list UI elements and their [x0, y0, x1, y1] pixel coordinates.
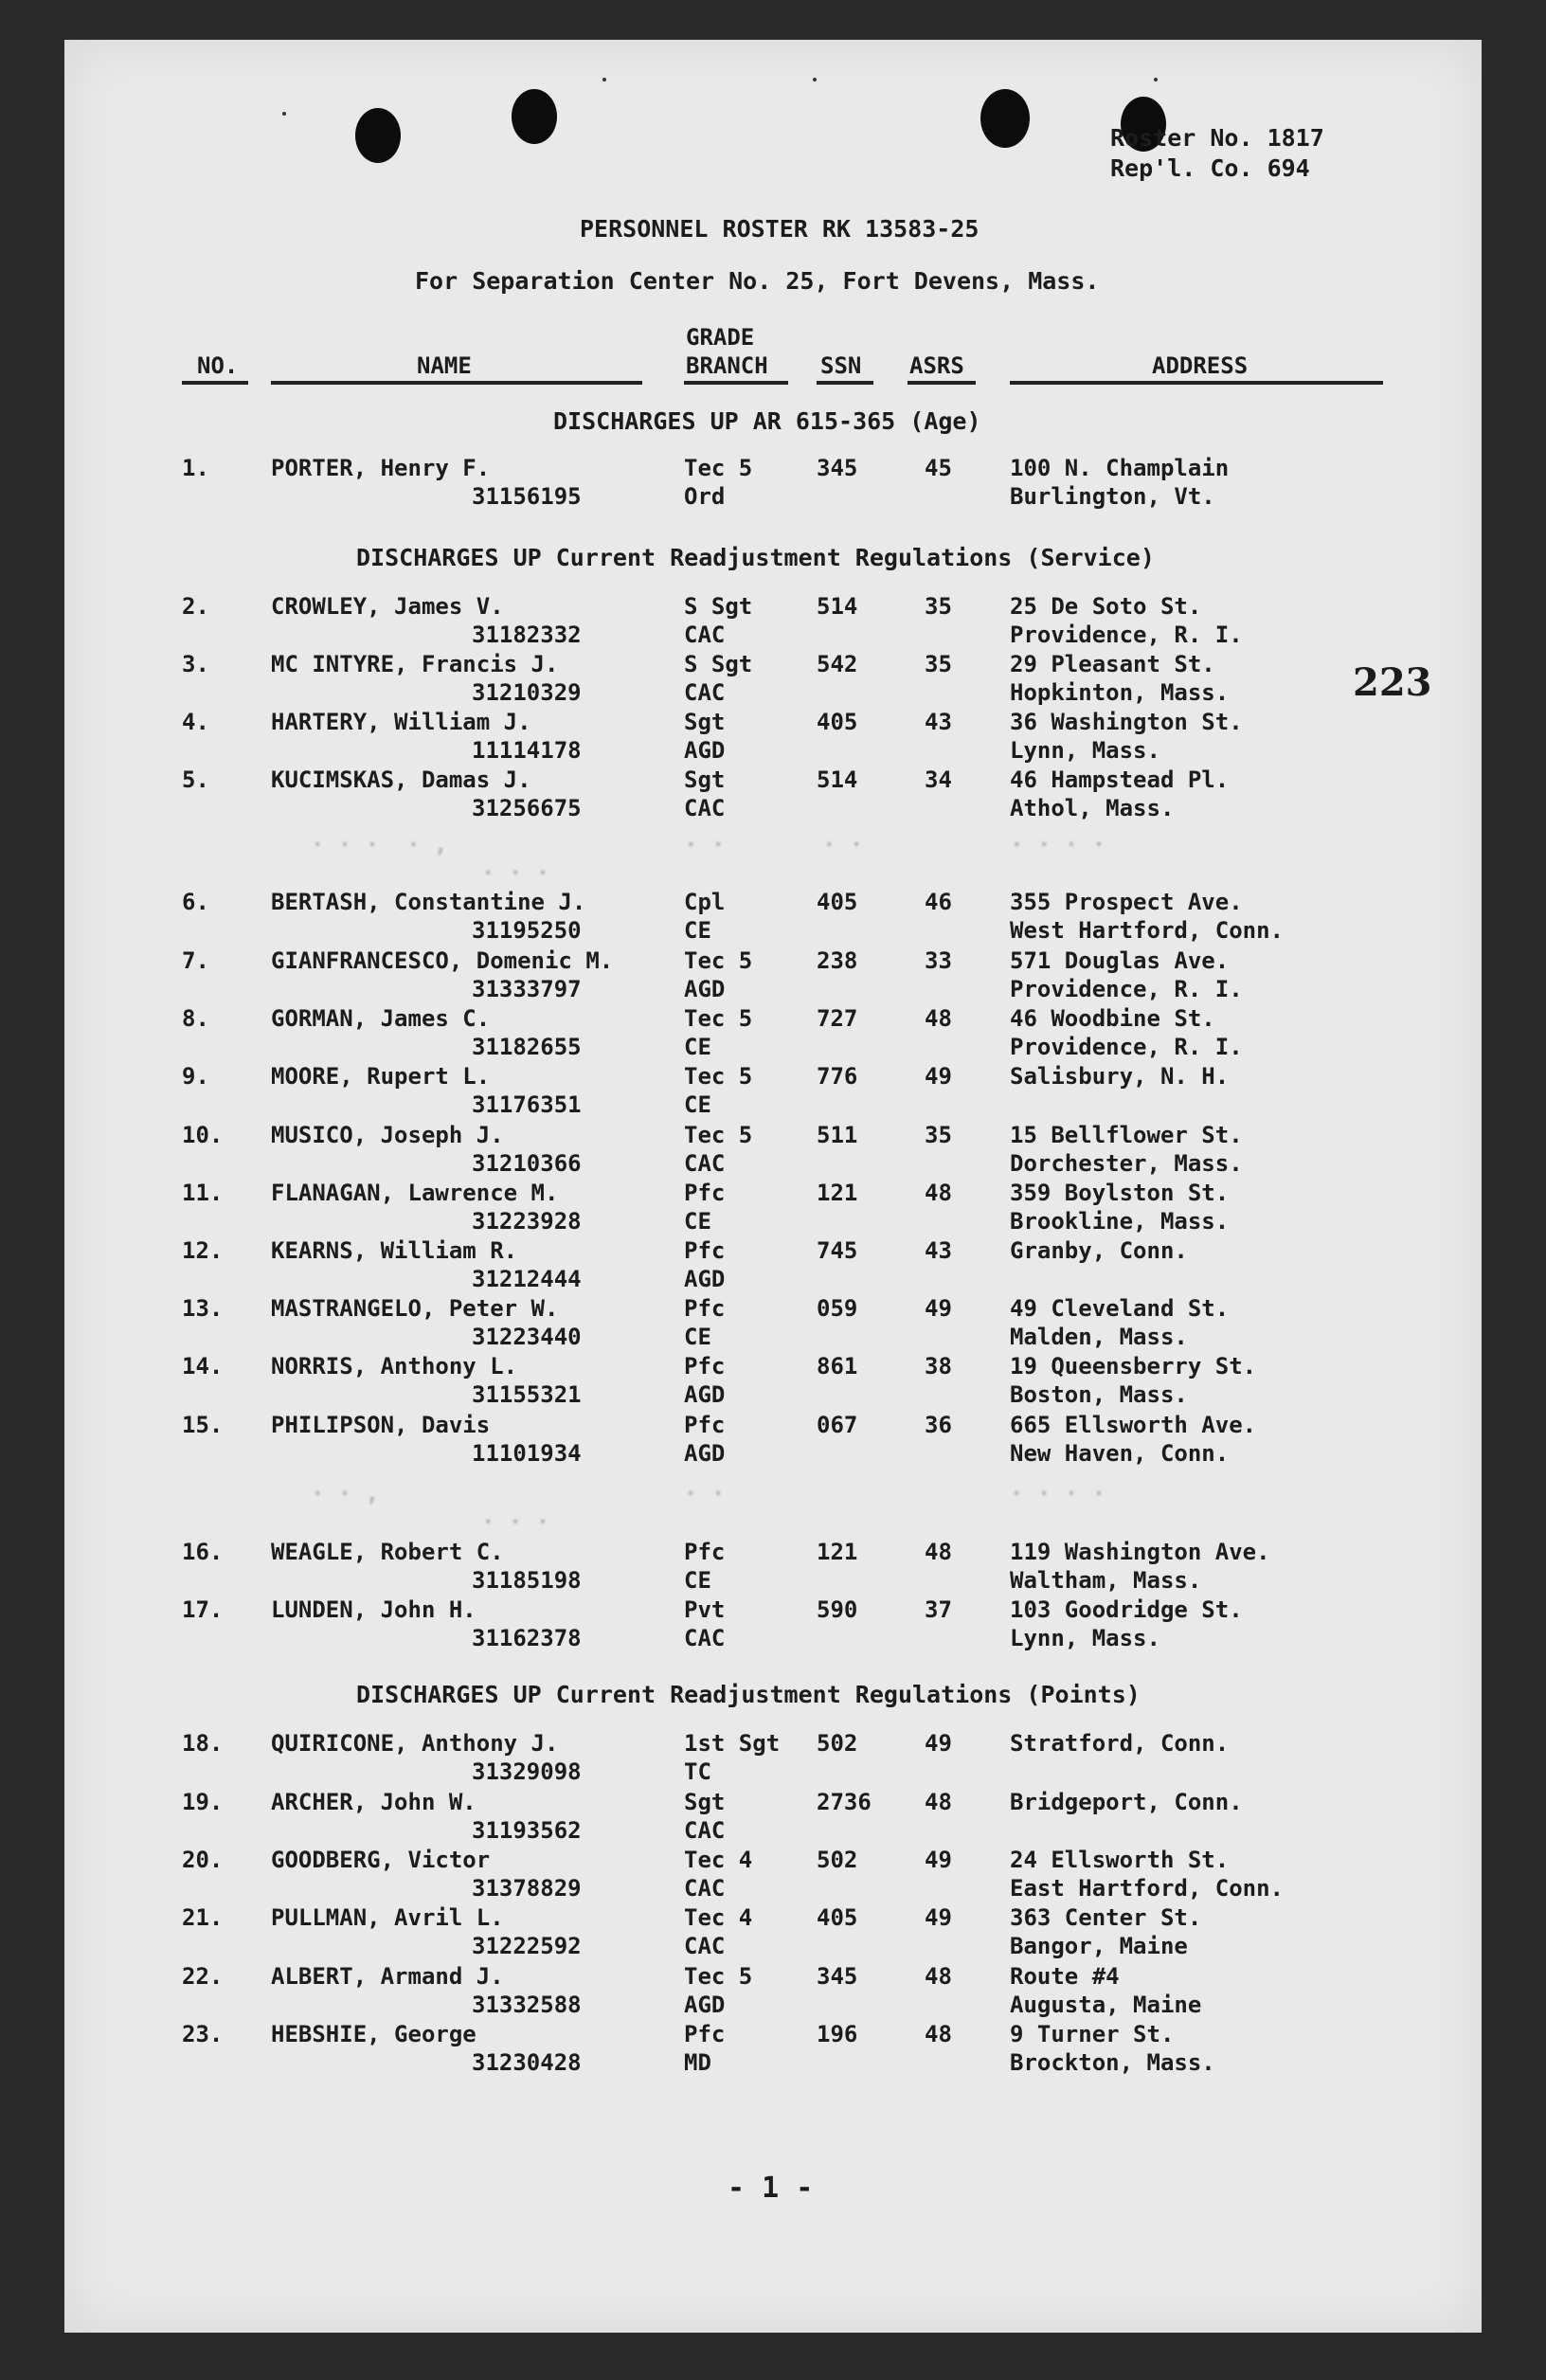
header-rule — [817, 381, 873, 385]
row-number: 7. — [182, 947, 209, 974]
address-line-1: 29 Pleasant St. — [1010, 651, 1215, 677]
soldier-name: FLANAGAN, Lawrence M. — [271, 1180, 559, 1206]
branch: AGD — [684, 1381, 726, 1408]
branch: CE — [684, 1034, 711, 1060]
grade: Tec 4 — [684, 1904, 753, 1931]
branch: CE — [684, 917, 711, 944]
ssn: 514 — [817, 766, 858, 793]
asrs-score: 43 — [925, 1237, 952, 1264]
row-number: 2. — [182, 593, 209, 620]
row-number: 1. — [182, 455, 209, 481]
col-header-grade: GRADE — [686, 324, 755, 351]
soldier-name: MUSICO, Joseph J. — [271, 1122, 504, 1148]
serial-number: 31332588 — [472, 1992, 582, 2018]
grade: Pfc — [684, 1353, 726, 1379]
asrs-score: 48 — [925, 1789, 952, 1815]
grade: 1st Sgt — [684, 1730, 781, 1757]
grade: Tec 5 — [684, 1063, 753, 1090]
ssn: 405 — [817, 889, 858, 915]
speck — [1154, 78, 1158, 81]
address-line-1: 49 Cleveland St. — [1010, 1295, 1230, 1322]
row-number: 15. — [182, 1412, 224, 1438]
punch-hole — [980, 89, 1030, 148]
soldier-name: PULLMAN, Avril L. — [271, 1904, 504, 1931]
col-header-ssn: SSN — [820, 352, 862, 379]
row-number: 3. — [182, 651, 209, 677]
serial-number: 31212444 — [472, 1266, 582, 1292]
address-line-2: Providence, R. I. — [1010, 622, 1243, 648]
asrs-score: 37 — [925, 1596, 952, 1623]
serial-number: 31222592 — [472, 1933, 582, 1959]
header-rule — [908, 381, 976, 385]
asrs-score: 35 — [925, 1122, 952, 1148]
row-number: 19. — [182, 1789, 224, 1815]
row-number: 14. — [182, 1353, 224, 1379]
ssn: 067 — [817, 1412, 858, 1438]
grade: Sgt — [684, 1789, 726, 1815]
grade: Tec 5 — [684, 1005, 753, 1032]
header-rule — [1010, 381, 1383, 385]
serial-number: 31223928 — [472, 1208, 582, 1235]
section-heading: DISCHARGES UP Current Readjustment Regulations (Service) — [356, 544, 1155, 571]
asrs-score: 43 — [925, 709, 952, 735]
roster-number: Roster No. 1817 — [1110, 124, 1324, 152]
ssn: 345 — [817, 455, 858, 481]
page-subtitle: For Separation Center No. 25, Fort Devens, Mass. — [415, 267, 1100, 295]
table-row — [64, 1122, 1482, 1179]
asrs-score: 34 — [925, 766, 952, 793]
row-number: 11. — [182, 1180, 224, 1206]
roster-number-block — [1110, 123, 1324, 184]
branch: CAC — [684, 1150, 726, 1177]
margin-stamp-number: 223 — [1353, 660, 1432, 705]
branch: CAC — [684, 622, 726, 648]
address-line-1: Stratford, Conn. — [1010, 1730, 1230, 1757]
soldier-name: CROWLEY, James V. — [271, 593, 504, 620]
serial-number: 31156195 — [472, 483, 582, 510]
asrs-score: 49 — [925, 1904, 952, 1931]
row-number: 21. — [182, 1904, 224, 1931]
serial-number: 11114178 — [472, 737, 582, 764]
col-header-address: ADDRESS — [1152, 352, 1249, 379]
address-line-1: 359 Boylston St. — [1010, 1180, 1230, 1206]
serial-number: 31256675 — [472, 795, 582, 821]
page-number: - 1 - — [728, 2172, 814, 2205]
address-line-1: 100 N. Champlain — [1010, 455, 1230, 481]
branch: MD — [684, 2049, 711, 2076]
ssn: 405 — [817, 1904, 858, 1931]
address-line-2: Providence, R. I. — [1010, 1034, 1243, 1060]
soldier-name: PORTER, Henry F. — [271, 455, 491, 481]
address-line-1: Granby, Conn. — [1010, 1237, 1188, 1264]
address-line-2: Malden, Mass. — [1010, 1324, 1188, 1350]
branch: AGD — [684, 1992, 726, 2018]
grade: Tec 5 — [684, 947, 753, 974]
address-line-1: 103 Goodridge St. — [1010, 1596, 1243, 1623]
serial-number: 31155321 — [472, 1381, 582, 1408]
address-line-1: 15 Bellflower St. — [1010, 1122, 1243, 1148]
address-line-2: Hopkinton, Mass. — [1010, 679, 1230, 706]
grade: Pfc — [684, 2021, 726, 2047]
grade: Pfc — [684, 1237, 726, 1264]
col-header-name: NAME — [417, 352, 472, 379]
soldier-name: QUIRICONE, Anthony J. — [271, 1730, 559, 1757]
asrs-score: 49 — [925, 1730, 952, 1757]
address-line-2: Burlington, Vt. — [1010, 483, 1215, 510]
table-row — [64, 947, 1482, 1004]
address-line-2: Dorchester, Mass. — [1010, 1150, 1243, 1177]
ssn: 405 — [817, 709, 858, 735]
ssn: 861 — [817, 1353, 858, 1379]
ssn: 238 — [817, 947, 858, 974]
section-heading: DISCHARGES UP Current Readjustment Regulations (Points) — [356, 1681, 1141, 1708]
row-number: 6. — [182, 889, 209, 915]
address-line-2: West Hartford, Conn. — [1010, 917, 1284, 944]
table-row — [64, 1596, 1482, 1653]
branch: CE — [684, 1567, 711, 1594]
table-row — [64, 455, 1482, 512]
row-number: 13. — [182, 1295, 224, 1322]
soldier-name: PHILIPSON, Davis — [271, 1412, 491, 1438]
soldier-name: ALBERT, Armand J. — [271, 1963, 504, 1990]
branch: AGD — [684, 1266, 726, 1292]
branch: CAC — [684, 1817, 726, 1844]
row-number: 12. — [182, 1237, 224, 1264]
branch: AGD — [684, 737, 726, 764]
branch: CE — [684, 1091, 711, 1118]
serial-number: 31378829 — [472, 1875, 582, 1902]
address-line-2: Providence, R. I. — [1010, 976, 1243, 1002]
address-line-2: East Hartford, Conn. — [1010, 1875, 1284, 1902]
soldier-name: BERTASH, Constantine J. — [271, 889, 586, 915]
table-row — [64, 889, 1482, 946]
punch-hole — [512, 89, 557, 144]
asrs-score: 48 — [925, 2021, 952, 2047]
ssn: 059 — [817, 1295, 858, 1322]
address-line-1: 665 Ellsworth Ave. — [1010, 1412, 1257, 1438]
asrs-score: 48 — [925, 1963, 952, 1990]
branch: Ord — [684, 483, 726, 510]
speck — [602, 78, 606, 81]
table-row — [64, 766, 1482, 823]
branch: CAC — [684, 1875, 726, 1902]
speck — [282, 112, 286, 116]
asrs-score: 45 — [925, 455, 952, 481]
address-line-1: 24 Ellsworth St. — [1010, 1847, 1230, 1873]
table-row — [64, 1063, 1482, 1120]
address-line-2: Lynn, Mass. — [1010, 737, 1160, 764]
asrs-score: 49 — [925, 1063, 952, 1090]
branch: CE — [684, 1208, 711, 1235]
serial-number: 31195250 — [472, 917, 582, 944]
serial-number: 31182332 — [472, 622, 582, 648]
row-number: 17. — [182, 1596, 224, 1623]
soldier-name: KUCIMSKAS, Damas J. — [271, 766, 531, 793]
serial-number: 31176351 — [472, 1091, 582, 1118]
asrs-score: 35 — [925, 651, 952, 677]
address-line-2: Bangor, Maine — [1010, 1933, 1188, 1959]
row-number: 8. — [182, 1005, 209, 1032]
row-number: 10. — [182, 1122, 224, 1148]
replacement-company: Rep'l. Co. 694 — [1110, 154, 1310, 182]
address-line-2: Waltham, Mass. — [1010, 1567, 1202, 1594]
address-line-1: Salisbury, N. H. — [1010, 1063, 1230, 1090]
asrs-score: 46 — [925, 889, 952, 915]
branch: CE — [684, 1324, 711, 1350]
ssn: 727 — [817, 1005, 858, 1032]
branch: TC — [684, 1758, 711, 1785]
address-line-2: Brookline, Mass. — [1010, 1208, 1230, 1235]
serial-number: 31210366 — [472, 1150, 582, 1177]
soldier-name: GORMAN, James C. — [271, 1005, 491, 1032]
col-header-asrs: ASRS — [909, 352, 964, 379]
serial-number: 31185198 — [472, 1567, 582, 1594]
grade: Cpl — [684, 889, 726, 915]
table-row — [64, 1005, 1482, 1062]
branch: CAC — [684, 679, 726, 706]
ssn: 502 — [817, 1730, 858, 1757]
grade: Tec 5 — [684, 455, 753, 481]
table-row — [64, 1789, 1482, 1846]
ssn: 196 — [817, 2021, 858, 2047]
soldier-name: NORRIS, Anthony L. — [271, 1353, 518, 1379]
address-line-1: Bridgeport, Conn. — [1010, 1789, 1243, 1815]
section-heading: DISCHARGES UP AR 615-365 (Age) — [553, 407, 981, 435]
asrs-score: 35 — [925, 593, 952, 620]
table-row — [64, 1412, 1482, 1469]
address-line-2: New Haven, Conn. — [1010, 1440, 1230, 1467]
address-line-2: Augusta, Maine — [1010, 1992, 1202, 2018]
table-row — [64, 1904, 1482, 1961]
col-header-branch: BRANCH — [686, 352, 768, 379]
grade: Sgt — [684, 766, 726, 793]
soldier-name: ARCHER, John W. — [271, 1789, 476, 1815]
branch: AGD — [684, 1440, 726, 1467]
asrs-score: 49 — [925, 1847, 952, 1873]
soldier-name: MASTRANGELO, Peter W. — [271, 1295, 559, 1322]
table-row — [64, 593, 1482, 650]
table-row — [64, 1730, 1482, 1787]
col-header-no: NO. — [197, 352, 239, 379]
speck — [813, 78, 817, 81]
header-rule — [182, 381, 248, 385]
ssn: 514 — [817, 593, 858, 620]
serial-number: 31193562 — [472, 1817, 582, 1844]
grade: Sgt — [684, 709, 726, 735]
address-line-1: 9 Turner St. — [1010, 2021, 1175, 2047]
row-number: 5. — [182, 766, 209, 793]
header-rule — [684, 381, 788, 385]
asrs-score: 48 — [925, 1180, 952, 1206]
address-line-2: Lynn, Mass. — [1010, 1625, 1160, 1651]
faded-entry: · · , · · · · · · · · · — [311, 1480, 1106, 1535]
address-line-2: Athol, Mass. — [1010, 795, 1175, 821]
soldier-name: GOODBERG, Victor — [271, 1847, 491, 1873]
soldier-name: LUNDEN, John H. — [271, 1596, 476, 1623]
branch: CAC — [684, 1625, 726, 1651]
soldier-name: HARTERY, William J. — [271, 709, 531, 735]
table-row — [64, 1847, 1482, 1903]
table-row — [64, 2021, 1482, 2078]
serial-number: 31223440 — [472, 1324, 582, 1350]
page-title: PERSONNEL ROSTER RK 13583-25 — [580, 215, 980, 243]
table-row — [64, 651, 1482, 708]
ssn: 511 — [817, 1122, 858, 1148]
faded-entry: · · · · , · · · · · · · · · · · — [311, 831, 1106, 886]
asrs-score: 36 — [925, 1412, 952, 1438]
branch: CAC — [684, 1933, 726, 1959]
serial-number: 31210329 — [472, 679, 582, 706]
soldier-name: KEARNS, William R. — [271, 1237, 518, 1264]
soldier-name: WEAGLE, Robert C. — [271, 1539, 504, 1565]
ssn: 2736 — [817, 1789, 872, 1815]
ssn: 345 — [817, 1963, 858, 1990]
ssn: 590 — [817, 1596, 858, 1623]
ssn: 542 — [817, 651, 858, 677]
address-line-1: 36 Washington St. — [1010, 709, 1243, 735]
grade: Pfc — [684, 1295, 726, 1322]
serial-number: 31182655 — [472, 1034, 582, 1060]
ssn: 121 — [817, 1539, 858, 1565]
serial-number: 31230428 — [472, 2049, 582, 2076]
row-number: 4. — [182, 709, 209, 735]
grade: S Sgt — [684, 651, 753, 677]
address-line-1: 571 Douglas Ave. — [1010, 947, 1230, 974]
table-row — [64, 1180, 1482, 1236]
address-line-2: Boston, Mass. — [1010, 1381, 1188, 1408]
soldier-name: GIANFRANCESCO, Domenic M. — [271, 947, 614, 974]
roster-page — [64, 40, 1482, 2333]
grade: Pfc — [684, 1539, 726, 1565]
branch: AGD — [684, 976, 726, 1002]
row-number: 22. — [182, 1963, 224, 1990]
grade: Pvt — [684, 1596, 726, 1623]
header-rule — [271, 381, 642, 385]
address-line-1: 46 Woodbine St. — [1010, 1005, 1215, 1032]
serial-number: 31329098 — [472, 1758, 582, 1785]
address-line-1: 46 Hampstead Pl. — [1010, 766, 1230, 793]
ssn: 502 — [817, 1847, 858, 1873]
soldier-name: MC INTYRE, Francis J. — [271, 651, 559, 677]
address-line-1: 119 Washington Ave. — [1010, 1539, 1270, 1565]
serial-number: 31333797 — [472, 976, 582, 1002]
punch-hole — [355, 108, 401, 163]
soldier-name: HEBSHIE, George — [271, 2021, 476, 2047]
row-number: 23. — [182, 2021, 224, 2047]
branch: CAC — [684, 795, 726, 821]
table-row — [64, 1237, 1482, 1294]
grade: Tec 4 — [684, 1847, 753, 1873]
row-number: 9. — [182, 1063, 209, 1090]
grade: Pfc — [684, 1412, 726, 1438]
grade: Tec 5 — [684, 1122, 753, 1148]
ssn: 121 — [817, 1180, 858, 1206]
row-number: 16. — [182, 1539, 224, 1565]
address-line-1: 25 De Soto St. — [1010, 593, 1202, 620]
ssn: 776 — [817, 1063, 858, 1090]
serial-number: 31162378 — [472, 1625, 582, 1651]
asrs-score: 48 — [925, 1539, 952, 1565]
table-row — [64, 1353, 1482, 1410]
ssn: 745 — [817, 1237, 858, 1264]
asrs-score: 49 — [925, 1295, 952, 1322]
table-row — [64, 1963, 1482, 2020]
table-row — [64, 1295, 1482, 1352]
table-row — [64, 709, 1482, 766]
address-line-1: 355 Prospect Ave. — [1010, 889, 1243, 915]
table-row — [64, 1539, 1482, 1596]
grade: Pfc — [684, 1180, 726, 1206]
address-line-1: 19 Queensberry St. — [1010, 1353, 1257, 1379]
asrs-score: 48 — [925, 1005, 952, 1032]
asrs-score: 33 — [925, 947, 952, 974]
address-line-1: 363 Center St. — [1010, 1904, 1202, 1931]
address-line-1: Route #4 — [1010, 1963, 1120, 1990]
row-number: 20. — [182, 1847, 224, 1873]
grade: S Sgt — [684, 593, 753, 620]
serial-number: 11101934 — [472, 1440, 582, 1467]
grade: Tec 5 — [684, 1963, 753, 1990]
asrs-score: 38 — [925, 1353, 952, 1379]
row-number: 18. — [182, 1730, 224, 1757]
soldier-name: MOORE, Rupert L. — [271, 1063, 491, 1090]
address-line-2: Brockton, Mass. — [1010, 2049, 1215, 2076]
